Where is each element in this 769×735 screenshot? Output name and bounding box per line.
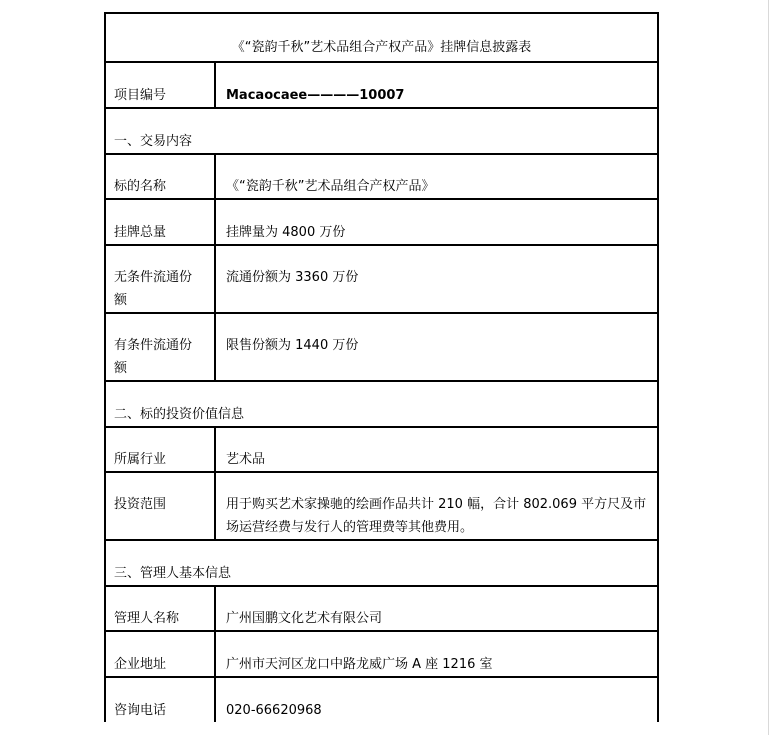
section-row bbox=[105, 540, 658, 586]
table-row bbox=[105, 154, 658, 199]
section-3-heading: 三、管理人基本信息 bbox=[105, 540, 658, 586]
table-row bbox=[105, 313, 658, 381]
section-row bbox=[105, 108, 658, 154]
field-label: 所属行业 bbox=[105, 427, 215, 472]
section-2-heading: 二、标的投资价值信息 bbox=[105, 381, 658, 427]
field-value: 流通份额为 3360 万份 bbox=[215, 245, 658, 313]
section-1-heading: 一、交易内容 bbox=[105, 108, 658, 154]
field-label: 投资范围 bbox=[105, 472, 215, 540]
field-label: 企业地址 bbox=[105, 631, 215, 677]
document-title: 《“瓷韵千秋”艺术品组合产权产品》挂牌信息披露表 bbox=[105, 13, 658, 62]
title-row bbox=[105, 13, 658, 62]
field-label: 标的名称 bbox=[105, 154, 215, 199]
field-label: 无条件流通份额 bbox=[105, 245, 215, 313]
field-value: 用于购买艺术家操驰的绘画作品共计 210 幅，合计 802.069 平方尺及市场运营经费与发行人的管理费等其他费用。 bbox=[215, 472, 658, 540]
field-label: 咨询电话 bbox=[105, 677, 215, 722]
project-number-label: 项目编号 bbox=[105, 62, 215, 108]
table-row bbox=[105, 677, 658, 722]
field-value: 限售份额为 1440 万份 bbox=[215, 313, 658, 381]
table-row bbox=[105, 199, 658, 245]
table-row bbox=[105, 62, 658, 108]
field-value: 020-66620968 bbox=[215, 677, 658, 722]
field-value: 广州国鹏文化艺术有限公司 bbox=[215, 586, 658, 631]
table-row bbox=[105, 427, 658, 472]
field-value: 挂牌量为 4800 万份 bbox=[215, 199, 658, 245]
field-value: 艺术品 bbox=[215, 427, 658, 472]
field-label: 有条件流通份额 bbox=[105, 313, 215, 381]
section-row bbox=[105, 381, 658, 427]
table-row bbox=[105, 472, 658, 540]
table-row bbox=[105, 586, 658, 631]
table-row bbox=[105, 245, 658, 313]
field-label: 管理人名称 bbox=[105, 586, 215, 631]
field-value: 《“瓷韵千秋”艺术品组合产权产品》 bbox=[215, 154, 658, 199]
disclosure-table bbox=[104, 12, 659, 722]
table-row bbox=[105, 631, 658, 677]
project-number-value: Macaocaee————10007 bbox=[215, 62, 658, 108]
field-label: 挂牌总量 bbox=[105, 199, 215, 245]
field-value: 广州市天河区龙口中路龙威广场 A 座 1216 室 bbox=[215, 631, 658, 677]
